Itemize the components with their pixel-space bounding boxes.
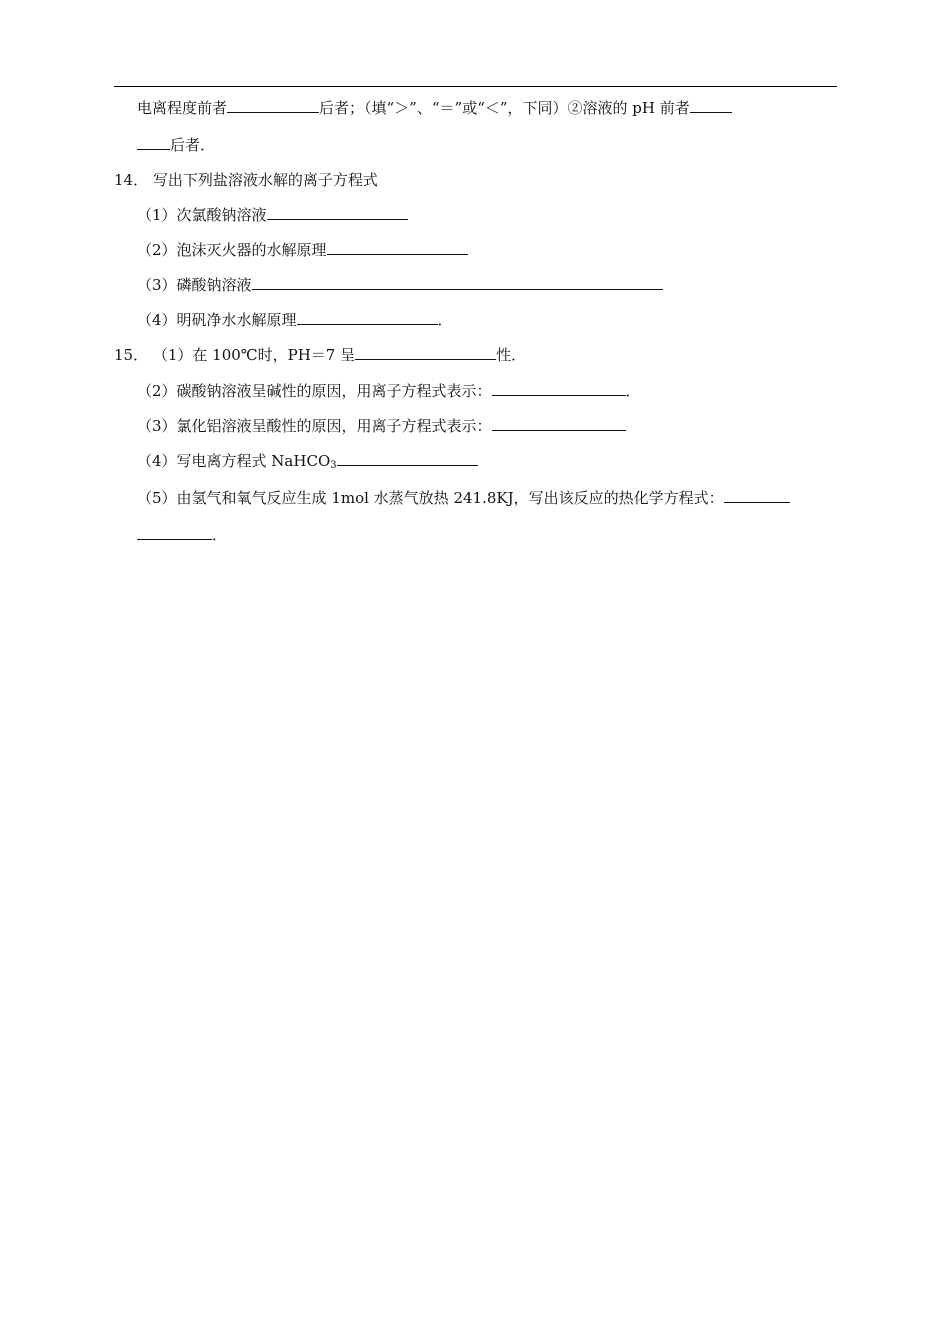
q15-item-5 xyxy=(137,488,790,508)
q15-item-2-text: （2）碳酸钠溶液呈碱性的原因，用离子方程式表示： xyxy=(137,382,492,400)
q14-item-4 xyxy=(137,310,453,330)
q14-item-2 xyxy=(137,240,468,260)
q15-item-2 xyxy=(137,381,641,401)
q15-item-2-tail: ． xyxy=(625,382,641,400)
q13-text-a: 电离程度前者 xyxy=(137,99,228,117)
q14-item-2-blank[interactable] xyxy=(327,240,468,255)
q13-text-c: 后者． xyxy=(170,136,216,154)
q13-line-1 xyxy=(137,98,732,118)
q15-item-3-text: （3）氯化铝溶液呈酸性的原因，用离子方程式表示： xyxy=(137,417,492,435)
q15-number: 15． xyxy=(114,346,149,364)
q14-number: 14． xyxy=(114,171,149,189)
q15-item-5-end: ． xyxy=(212,526,228,544)
q14-item-1-label: （1）次氯酸钠溶液 xyxy=(137,206,267,224)
q15-item-5-blank-b[interactable] xyxy=(137,525,212,540)
q13-text-b: 后者；（填“＞”、“＝”或“＜”，下同）②溶液的 pH 前者 xyxy=(319,99,690,117)
q14-item-1 xyxy=(137,205,408,225)
q14-item-3 xyxy=(137,275,663,295)
q14-item-3-label: （3）磷酸钠溶液 xyxy=(137,276,252,294)
q13-blank-2a[interactable] xyxy=(690,98,732,113)
q15-item-3 xyxy=(137,416,626,436)
header-rule xyxy=(114,86,837,87)
q14-item-3-blank[interactable] xyxy=(252,275,663,290)
q15-item-2-blank[interactable] xyxy=(492,381,626,396)
q15-item-5-blank-a[interactable] xyxy=(724,488,790,503)
q15-item-4-subscript: 3 xyxy=(330,460,337,471)
q15-item-5-text: （5）由氢气和氧气反应生成 1mol 水蒸气放热 241.8KJ，写出该反应的热化学方程式： xyxy=(137,489,724,507)
q13-blank-2b[interactable] xyxy=(137,135,170,150)
q14-item-4-tail: ． xyxy=(437,311,453,329)
q13-blank-1[interactable] xyxy=(227,98,319,113)
q15-item-3-blank[interactable] xyxy=(492,416,626,431)
q14-item-1-blank[interactable] xyxy=(267,205,408,220)
q15-item-5-cont xyxy=(137,525,227,545)
q13-line-2 xyxy=(137,135,215,155)
q15-item-4-blank[interactable] xyxy=(337,451,478,466)
q15-item-1-blank[interactable] xyxy=(355,345,496,360)
q14-item-2-label: （2）泡沫灭火器的水解原理 xyxy=(137,241,327,259)
q14-item-4-label: （4）明矾净水水解原理 xyxy=(137,311,297,329)
q14-stem xyxy=(114,170,378,190)
q15-item-1-text: （1）在 100℃时，PH＝7 呈 xyxy=(152,346,356,364)
q15-item-1 xyxy=(114,345,526,365)
q15-item-1-tail: 性． xyxy=(496,346,527,364)
q15-item-4-text: （4）写电离方程式 NaHCO xyxy=(137,452,331,470)
q14-item-4-blank[interactable] xyxy=(297,310,438,325)
q15-item-4 xyxy=(137,451,478,471)
q14-stem-text: 写出下列盐溶液水解的离子方程式 xyxy=(152,171,378,189)
